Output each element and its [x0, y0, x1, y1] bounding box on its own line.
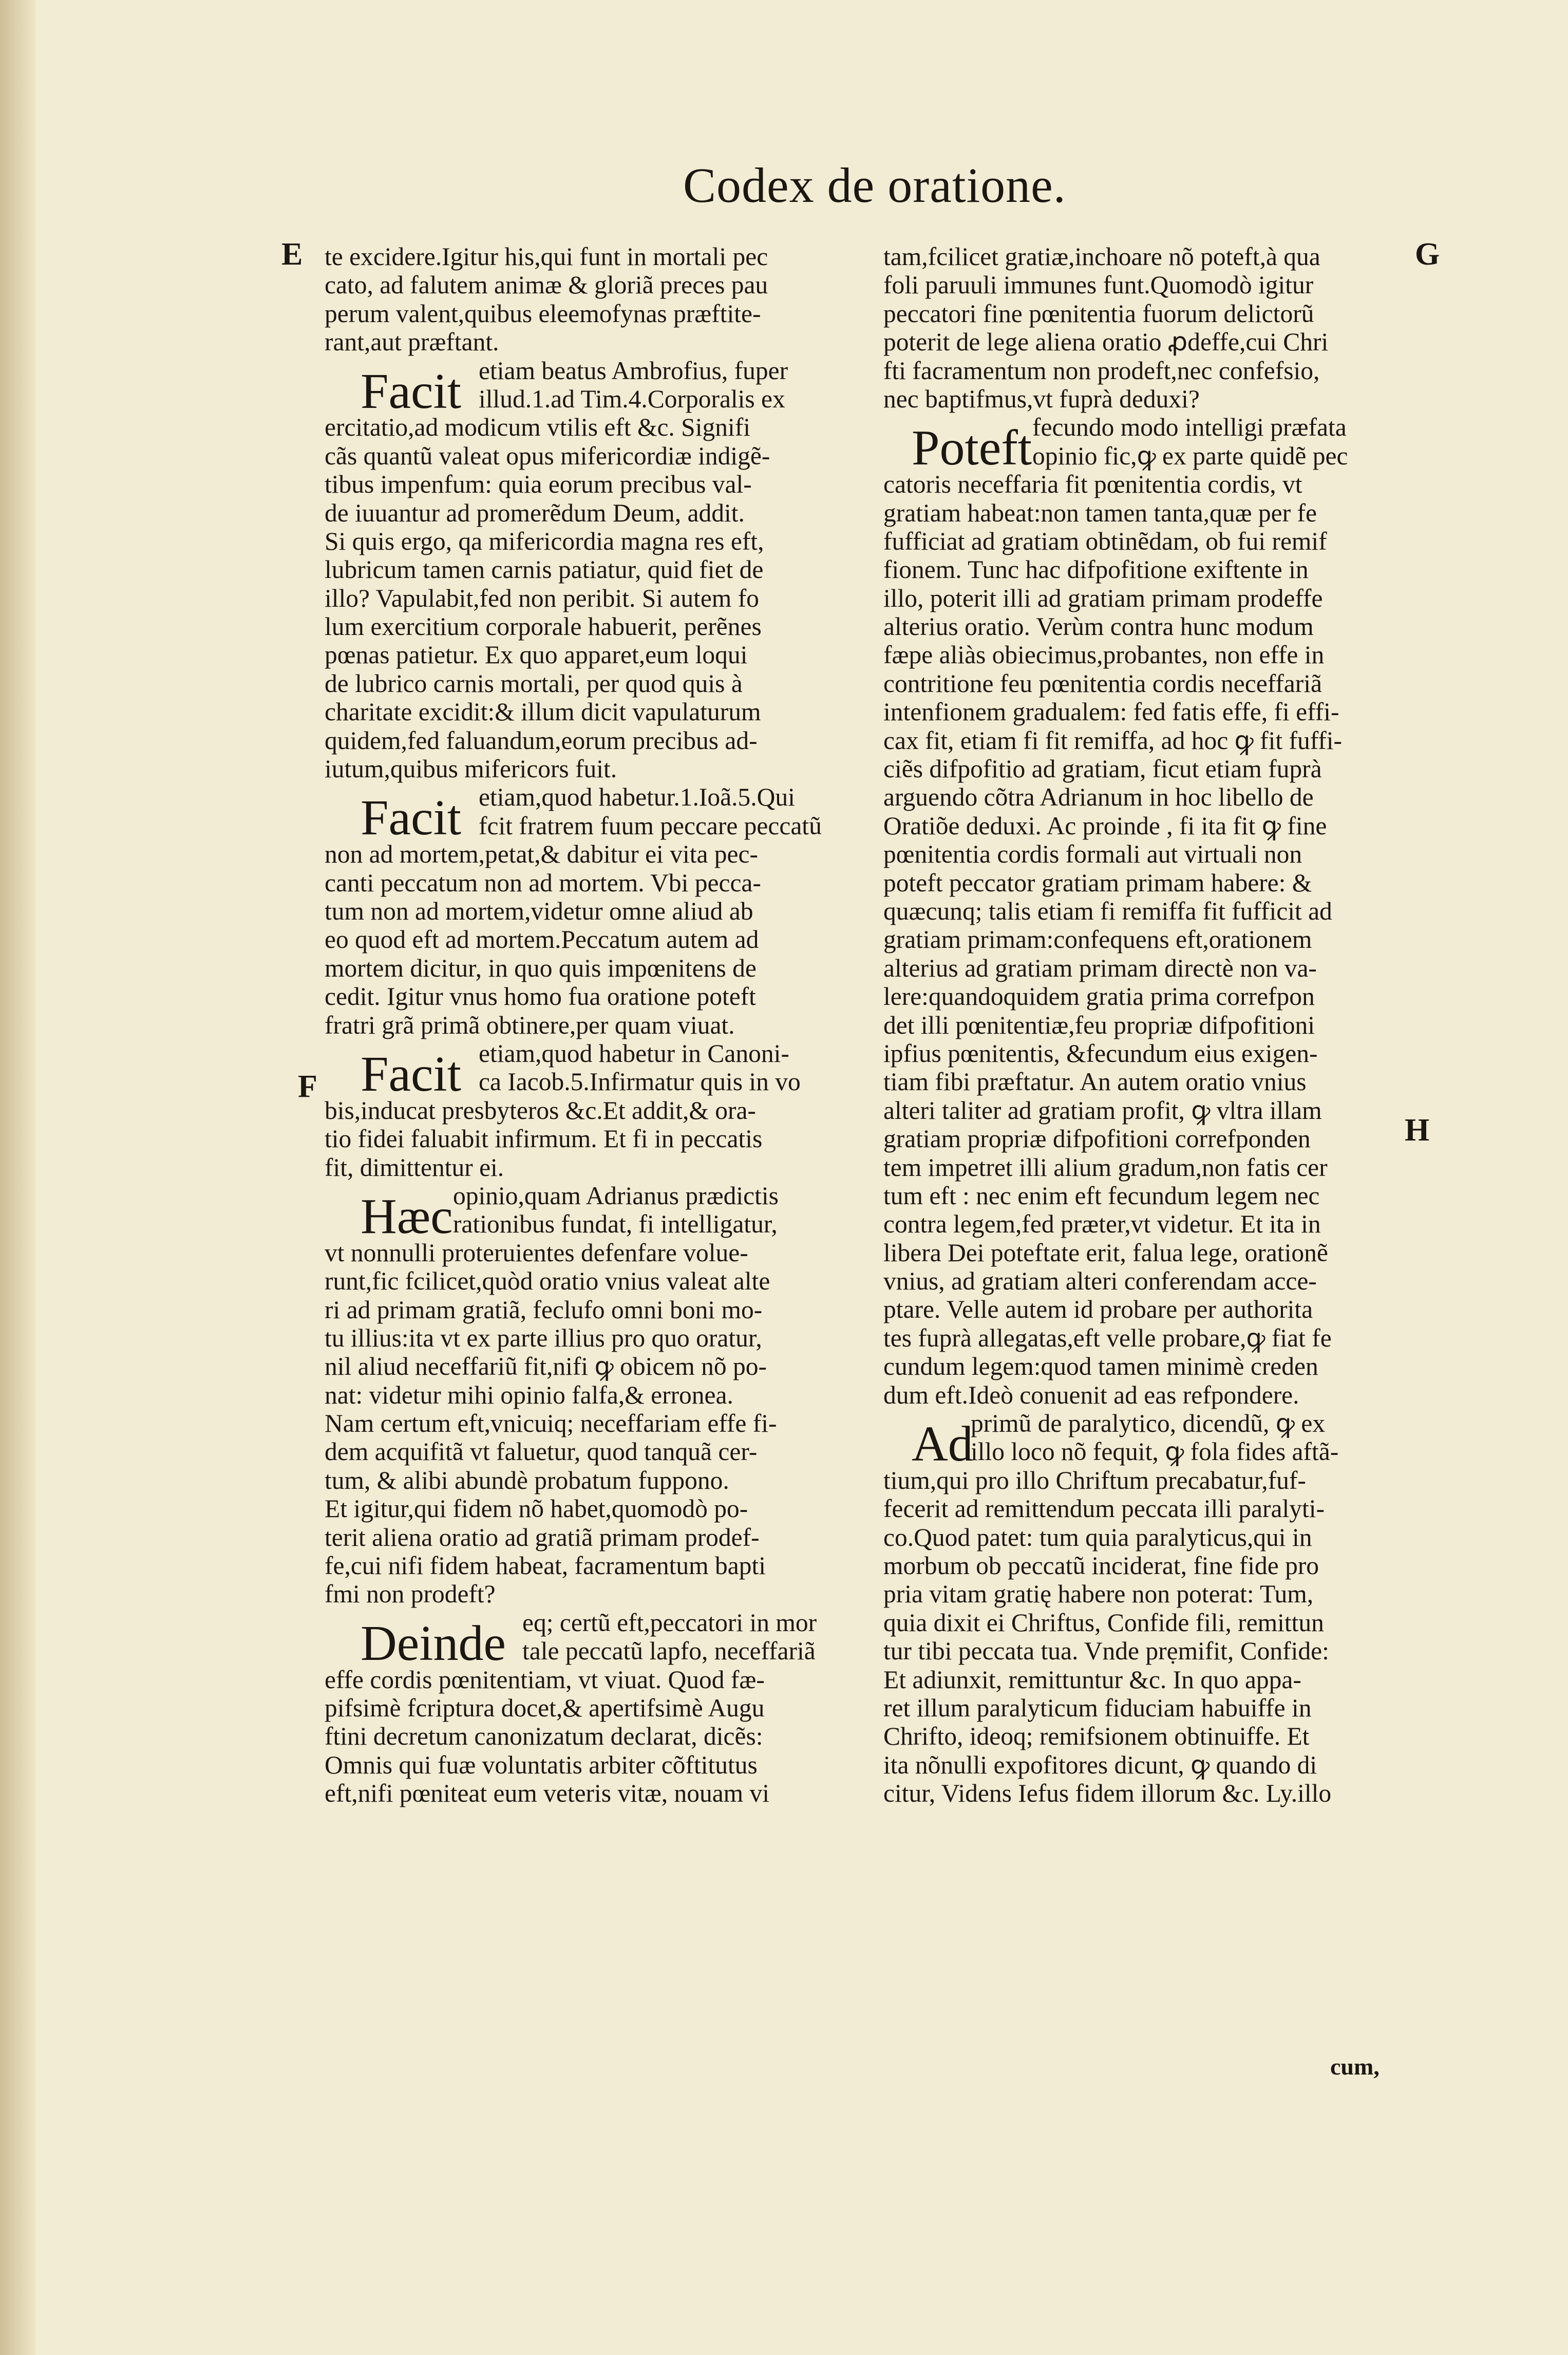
text-line: quia dixit ei Chriftus, Confide fili, remittun — [883, 1608, 1324, 1637]
text-line: pœnitentia cordis formali aut virtuali non — [883, 840, 1302, 869]
text-line: nat: videtur mihi opinio falfa,& erronea. — [325, 1380, 733, 1409]
text-line: illud.1.ad Tim.4.Corporalis ex — [479, 384, 785, 413]
text-line: tum, & alibi abundè probatum fuppono. — [325, 1466, 729, 1494]
text-line: tu illius:ita vt ex parte illius pro quo oratur, — [325, 1323, 762, 1352]
text-line: tem impetret illi alium gradum,non fatis cer — [883, 1153, 1328, 1182]
text-line: lere:quandoquidem gratia prima correfpon — [883, 982, 1315, 1011]
paragraph-opening — [325, 1039, 843, 1102]
text-line: nec baptifmus,vt fuprà deduxi? — [883, 384, 1200, 413]
text-line: alterius ad gratiam primam directè non va- — [883, 954, 1317, 982]
text-line: de iuuantur ad promerẽdum Deum, addit. — [325, 498, 745, 527]
text-line: Omnis qui fuæ voluntatis arbiter cõftitutus — [325, 1750, 758, 1779]
text-line: eft,nifi pœniteat eum veteris vitæ, nouam vi — [325, 1779, 770, 1808]
text-line: opinio fic,ꝙ ex parte quidẽ pec — [1032, 441, 1348, 470]
margin-marker-h: H — [1405, 1113, 1430, 1148]
paragraph-keyword: Facit — [361, 363, 461, 419]
paragraph-opening — [325, 356, 843, 419]
text-line: poterit de lege aliena oratio ꝓdeffe,cui Chri — [883, 328, 1329, 357]
text-line: arguendo cõtra Adrianum in hoc libello de — [883, 783, 1314, 812]
text-line: perum valent,quibus eleemofynas præftite- — [325, 299, 761, 328]
catchword: cum, — [1330, 2053, 1380, 2080]
text-line: tum non ad mortem,videtur omne aliud ab — [325, 897, 753, 926]
text-line: gratiam primam:confequens eft,orationem — [883, 925, 1312, 954]
paragraph-keyword: Facit — [361, 790, 461, 846]
text-line: tum eft : nec enim eft fecundum legem nec — [883, 1181, 1320, 1210]
page-gutter — [0, 0, 36, 2355]
paragraph-keyword: Poteft — [912, 420, 1032, 476]
text-line: morbum ob peccatũ inciderat, fine fide pro — [883, 1552, 1319, 1580]
text-line: lum exercitium corporale habuerit, perẽnes — [325, 612, 762, 641]
text-line: catoris neceffaria fit pœnitentia cordis, vt — [883, 470, 1302, 499]
text-line: fecerit ad remittendum peccata illi paralyti- — [883, 1494, 1325, 1523]
text-line: primũ de paralytico, dicendũ, ꝙ ex — [971, 1409, 1326, 1438]
text-line: alteri taliter ad gratiam profit, ꝙ vltra illam — [883, 1096, 1322, 1125]
paragraph-keyword: Ad — [912, 1416, 973, 1472]
text-line: contritione feu pœnitentia cordis neceffariã — [883, 669, 1322, 698]
text-line: etiam,quod habetur.1.Ioã.5.Qui — [479, 783, 795, 812]
text-line: gratiam propriæ difpofitioni correfponden — [883, 1125, 1311, 1153]
text-line: ri ad primam gratiã, feclufo omni boni mo- — [325, 1295, 763, 1324]
text-line: bis,inducat presbyteros &c.Et addit,& ora- — [325, 1096, 756, 1125]
text-line: tium,qui pro illo Chriftum precabatur,fuf- — [883, 1466, 1306, 1494]
text-line: charitate excidit:& illum dicit vapulaturum — [325, 698, 761, 726]
right-column — [883, 242, 1428, 1808]
text-line: co.Quod patet: tum quia paralyticus,qui in — [883, 1523, 1312, 1552]
text-line: vt nonnulli proteruientes defenfare volue- — [325, 1238, 748, 1267]
text-line: Oratiõe deduxi. Ac proinde , fi ita fit ꝙ fine — [883, 811, 1327, 840]
text-line: alterius oratio. Verùm contra hunc modum — [883, 612, 1314, 641]
paragraph-keyword: Facit — [361, 1046, 461, 1102]
text-line: Et adiunxit, remittuntur &c. In quo appa- — [883, 1665, 1301, 1694]
text-line: illo loco nõ fequit, ꝙ fola fides aftã- — [971, 1437, 1339, 1466]
text-line: effe cordis pœnitentiam, vt viuat. Quod fæ- — [325, 1665, 765, 1694]
text-line: lubricum tamen carnis patiatur, quid fiet de — [325, 555, 764, 584]
text-line: contra legem,fed præter,vt videtur. Et ita in — [883, 1210, 1321, 1239]
text-line: tibus impenfum: quia eorum precibus val- — [325, 470, 752, 499]
text-line: tale peccatũ lapfo, neceffariã — [522, 1637, 816, 1666]
text-line: fionem. Tunc hac difpofitione exiftente in — [883, 555, 1309, 584]
margin-marker-e: E — [281, 237, 303, 272]
text-line: dum eft.Ideò conuenit ad eas refpondere. — [883, 1380, 1299, 1409]
text-line: rationibus fundat, fi intelligatur, — [453, 1210, 778, 1239]
text-line: citur, Videns Iefus fidem illorum &c. Ly.illo — [883, 1779, 1332, 1808]
text-line: Nam certum eft,vnicuiq; neceffariam effe fi- — [325, 1409, 777, 1438]
paragraph-keyword: Hæc — [361, 1188, 453, 1244]
text-line: Chrifto, ideoq; remifsionem obtinuiffe. Et — [883, 1722, 1310, 1751]
text-line: pœnas patietur. Ex quo apparet,eum loqui — [325, 641, 748, 669]
text-line: ret illum paralyticum fiduciam habuiffe in — [883, 1693, 1312, 1722]
text-line: Et igitur,qui fidem nõ habet,quomodò po- — [325, 1494, 748, 1523]
paragraph-opening — [325, 783, 843, 846]
text-line: iutum,quibus mifericors fuit. — [325, 755, 617, 783]
text-line: poteft peccator gratiam primam habere: & — [883, 868, 1312, 897]
left-column — [325, 242, 843, 1808]
paragraph-keyword: Deinde — [361, 1615, 506, 1671]
text-line: fe,cui nifi fidem habeat, facramentum bapti — [325, 1552, 766, 1580]
text-line: ita nõnulli expofitores dicunt, ꝙ quando di — [883, 1750, 1317, 1779]
text-line: illo, poterit illi ad gratiam primam prodeffe — [883, 584, 1323, 612]
text-line: ipfius pœnitentis, &fecundum eius exigen- — [883, 1039, 1318, 1068]
text-line: vnius, ad gratiam alteri conferendam acce- — [883, 1267, 1317, 1296]
text-line: rant,aut præftant. — [325, 328, 499, 357]
text-line: libera Dei poteftate erit, falua lege, orationẽ — [883, 1238, 1328, 1267]
paragraph-opening — [883, 413, 1428, 476]
page-title: Codex de oratione. — [683, 158, 1066, 213]
paragraph-opening — [325, 1608, 843, 1671]
text-line: opinio,quam Adrianus prædictis — [453, 1181, 779, 1210]
margin-marker-f: F — [298, 1069, 317, 1104]
text-line: ciẽs difpofitio ad gratiam, ficut etiam fuprà — [883, 755, 1322, 783]
text-line: det illi pœnitentiæ,feu propriæ difpofitioni — [883, 1011, 1315, 1039]
text-line: Si quis ergo, qa mifericordia magna res eft, — [325, 527, 764, 555]
text-line: cedit. Igitur vnus homo fua oratione poteft — [325, 982, 756, 1011]
text-line: illo? Vapulabit,fed non peribit. Si autem fo — [325, 584, 759, 612]
text-line: quidem,fed faluandum,eorum precibus ad- — [325, 726, 758, 755]
text-line: cax fit, etiam fi fit remiffa, ad hoc ꝙ fit fuffi- — [883, 726, 1343, 755]
paragraph-opening — [883, 1409, 1428, 1472]
text-line: pria vitam gratię habere non poterat: Tum, — [883, 1580, 1314, 1609]
text-line: tam,fcilicet gratiæ,inchoare nõ poteft,à qua — [883, 242, 1320, 271]
text-line: non ad mortem,petat,& dabitur ei vita pec- — [325, 840, 758, 869]
text-line: dem acquifitã vt faluetur, quod tanquã cer- — [325, 1437, 758, 1466]
text-line: tur tibi peccata tua. Vnde prẹmifit, Confide: — [883, 1637, 1329, 1666]
text-line: de lubrico carnis mortali, per quod quis à — [325, 669, 743, 698]
text-line: cãs quantũ valeat opus mifericordiæ indigẽ- — [325, 441, 770, 470]
text-line: ercitatio,ad modicum vtilis eft &c. Signifi — [325, 413, 750, 442]
text-line: tio fidei faluabit infirmum. Et fi in peccatis — [325, 1125, 763, 1153]
text-line: fit, dimittentur ei. — [325, 1153, 504, 1182]
text-line: etiam beatus Ambrofius, fuper — [479, 356, 788, 385]
text-line: canti peccatum non ad mortem. Vbi pecca- — [325, 868, 761, 897]
text-line: foli paruuli immunes funt.Quomodò igitur — [883, 271, 1314, 300]
text-line: ptare. Velle autem id probare per authorita — [883, 1295, 1313, 1324]
text-line: etiam,quod habetur in Canoni- — [479, 1039, 789, 1068]
text-line: tiam fibi præftatur. An autem oratio vnius — [883, 1068, 1307, 1096]
text-line: te excidere.Igitur his,qui funt in mortali pec — [325, 242, 768, 271]
text-line: ftini decretum canonizatum declarat, dicẽs: — [325, 1722, 763, 1751]
text-line: cato, ad falutem animæ & gloriã preces pau — [325, 271, 768, 300]
text-line: pifsimè fcriptura docet,& apertifsimè Augu — [325, 1694, 765, 1722]
text-line: fæpe aliàs obiecimus,probantes, non effe in — [883, 641, 1325, 669]
text-line: intenfionem gradualem: fed fatis effe, fi effi- — [883, 698, 1339, 726]
text-line: ca Iacob.5.Infirmatur quis in vo — [479, 1068, 801, 1096]
paragraph-opening — [325, 1181, 843, 1244]
text-line: fmi non prodeft? — [325, 1580, 496, 1609]
text-line: gratiam habeat:non tamen tanta,quæ per fe — [883, 498, 1317, 527]
text-line: mortem dicitur, in quo quis impœnitens de — [325, 954, 757, 982]
text-line: tes fuprà allegatas,eft velle probare,ꝙ fiat fe — [883, 1323, 1332, 1352]
text-line: fecundo modo intelligi præfata — [1032, 413, 1347, 442]
text-line: runt,fic fcilicet,quòd oratio vnius valeat alte — [325, 1267, 770, 1296]
text-line: cundum legem:quod tamen minimè creden — [883, 1352, 1318, 1381]
text-line: terit aliena oratio ad gratiã primam prodef- — [325, 1523, 760, 1552]
text-line: nil aliud neceffariũ fit,nifi ꝙ obicem nõ po- — [325, 1352, 767, 1381]
text-line: fufficiat ad gratiam obtinẽdam, ob fui remif — [883, 527, 1327, 555]
text-line: eq; certũ eft,peccatori in mor — [522, 1608, 817, 1637]
text-line: quæcunq; talis etiam fi remiffa fit fufficit ad — [883, 897, 1332, 925]
margin-marker-g: G — [1415, 237, 1440, 272]
text-line: fratri grã primã obtinere,per quam viuat. — [325, 1011, 735, 1039]
text-line: fcit fratrem fuum peccare peccatũ — [479, 811, 822, 840]
text-line: fti facramentum non prodeft,nec confefsio, — [883, 356, 1320, 385]
text-line: eo quod eft ad mortem.Peccatum autem ad — [325, 925, 759, 954]
text-line: peccatori fine pœnitentia fuorum delictorũ — [883, 299, 1314, 328]
